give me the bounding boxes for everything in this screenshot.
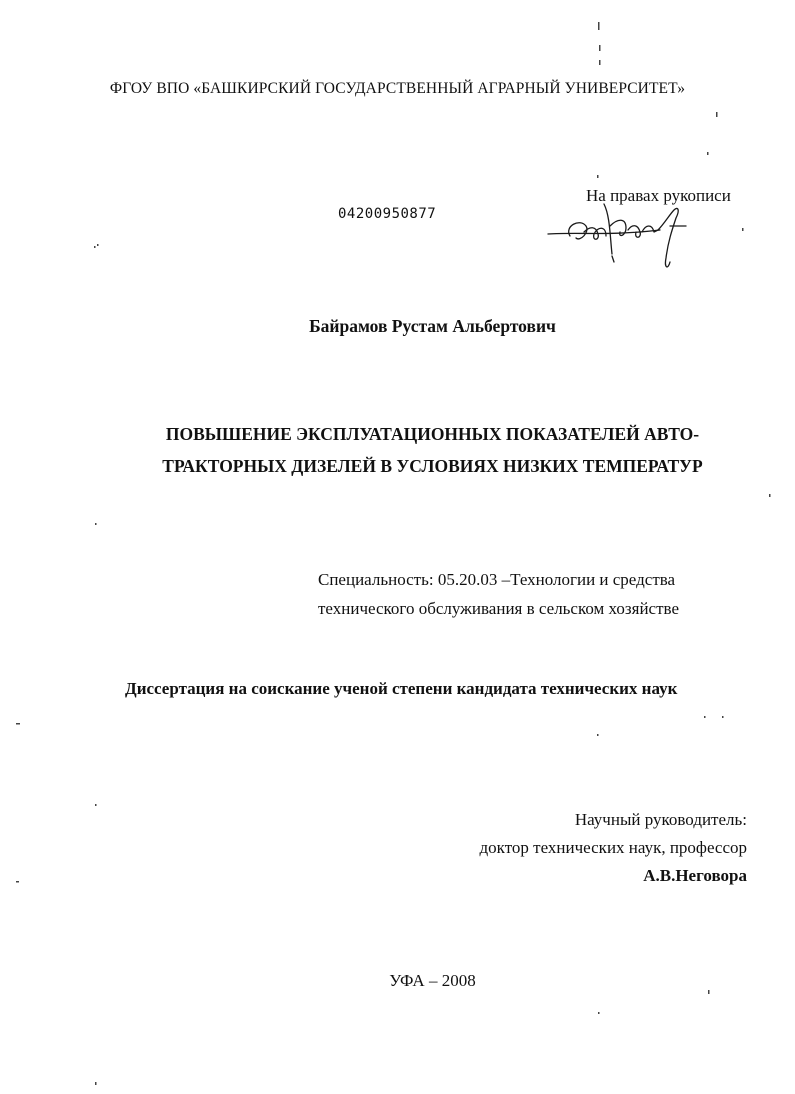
author-name: Байрамов Рустам Альбертович [309,316,556,336]
supervisor-label: Научный руководитель: [574,810,747,829]
supervisor-degree: доктор технических наук, профессор [479,838,747,857]
handwritten-signature [540,196,710,276]
rights-note: На правах рукописи [586,186,731,205]
specialty-line-2: технического обслуживания в сельском хозяйстве [318,599,679,618]
institution-name: ФГОУ ВПО «БАШКИРСКИЙ ГОСУДАРСТВЕННЫЙ АГРАРНЫЙ УНИВЕРСИТЕТ» [109,80,686,97]
specialty-line-1: Специальность: 05.20.03 –Технологии и средства [318,570,676,589]
dissertation-title-line-1: ПОВЫШЕНИЕ ЭКСПЛУАТАЦИОННЫХ ПОКАЗАТЕЛЕЙ АВТО- [165,424,700,444]
dissertation-title-line-2: ТРАКТОРНЫХ ДИЗЕЛЕЙ В УСЛОВИЯХ НИЗКИХ ТЕМПЕРАТУР [162,456,703,476]
city-year: УФА – 2008 [389,971,476,990]
dissertation-type: Диссертация на соискание ученой степени кандидата технических наук [125,679,678,698]
supervisor-name: А.В.Неговора [643,866,747,885]
document-code: 04200950877 [338,206,437,222]
